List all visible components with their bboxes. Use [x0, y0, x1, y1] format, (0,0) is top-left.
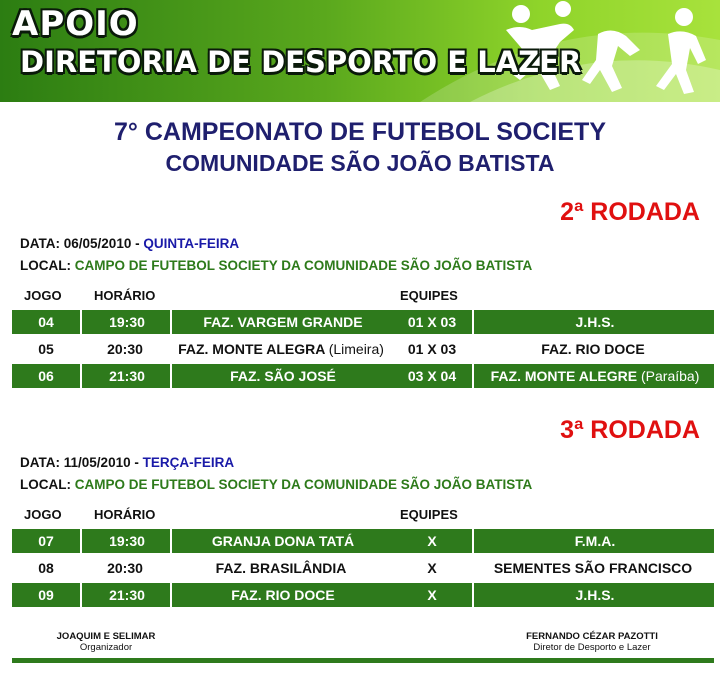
local-label: LOCAL: — [20, 477, 71, 492]
local-value: CAMPO DE FUTEBOL SOCIETY DA COMUNIDADE SÃO JOÃO BATISTA — [74, 258, 533, 273]
signature-role: Organizador — [79, 642, 133, 653]
away-team: SEMENTES SÃO FRANCISCO — [493, 560, 693, 576]
round-3-location — [20, 477, 532, 492]
home-team: FAZ. BRASILÂNDIA — [215, 560, 347, 576]
championship-title: 7° CAMPEONATO DE FUTEBOL SOCIETY — [114, 118, 606, 146]
date-label: DATA: — [20, 455, 60, 470]
header-equipes: EQUIPES — [400, 288, 458, 303]
game-number: 06 — [38, 368, 54, 384]
table-row — [12, 556, 714, 580]
bottom-divider — [12, 658, 714, 663]
round-3-date — [20, 455, 234, 470]
game-number: 04 — [38, 314, 54, 330]
table-row — [12, 337, 714, 361]
community-title: COMUNIDADE SÃO JOÃO BATISTA — [165, 150, 555, 176]
away-team: J.H.S. — [472, 310, 716, 334]
header-equipes: EQUIPES — [400, 507, 458, 522]
round-3-heading: 3ª RODADA — [560, 416, 700, 444]
home-team: FAZ. SÃO JOSÉ — [170, 364, 394, 388]
header-banner — [0, 0, 720, 102]
game-number: 08 — [38, 560, 54, 576]
away-team: F.M.A. — [472, 529, 716, 553]
header-jogo: JOGO — [24, 288, 62, 303]
table-row — [12, 529, 714, 553]
local-label: LOCAL: — [20, 258, 71, 273]
home-team — [170, 337, 392, 361]
game-time: 21:30 — [80, 583, 172, 607]
date-label: DATA: — [20, 236, 60, 251]
date-value: 06/05/2010 - — [63, 236, 140, 251]
score: 03 X 04 — [407, 368, 457, 384]
banner-line-2: DIRETORIA DE DESPORTO E LAZER — [20, 45, 582, 79]
away-team: J.H.S. — [472, 583, 716, 607]
score: X — [427, 587, 437, 603]
date-value: 11/05/2010 - — [63, 455, 139, 470]
signature-role: Diretor de Desporto e Lazer — [533, 642, 651, 653]
score: 01 X 03 — [407, 314, 457, 330]
table-row — [12, 583, 714, 607]
game-number: 07 — [38, 533, 54, 549]
header-horario: HORÁRIO — [94, 288, 156, 303]
away-team-name: FAZ. MONTE ALEGRE — [490, 368, 638, 384]
away-team: FAZ. RIO DOCE — [541, 341, 645, 357]
weekday: QUINTA-FEIRA — [143, 236, 240, 251]
score: X — [427, 560, 437, 576]
game-number: 09 — [38, 587, 54, 603]
signature-name: FERNANDO CÉZAR PAZOTTI — [526, 631, 658, 642]
home-team: FAZ. RIO DOCE — [170, 583, 394, 607]
local-value: CAMPO DE FUTEBOL SOCIETY DA COMUNIDADE SÃO JOÃO BATISTA — [74, 477, 533, 492]
game-number: 05 — [38, 341, 54, 357]
home-team: GRANJA DONA TATÁ — [170, 529, 394, 553]
home-team-note: (Limeira) — [328, 341, 384, 357]
game-time: 20:30 — [107, 560, 143, 576]
game-time: 20:30 — [107, 341, 143, 357]
signature-name: JOAQUIM E SELIMAR — [56, 631, 156, 642]
away-team-note: (Paraíba) — [641, 368, 700, 384]
round-2-location — [20, 258, 532, 273]
table-row — [12, 364, 714, 388]
header-jogo: JOGO — [24, 507, 62, 522]
table-row — [12, 310, 714, 334]
score: 01 X 03 — [407, 341, 457, 357]
away-team — [472, 364, 716, 388]
game-time: 21:30 — [80, 364, 172, 388]
round-2-date — [20, 236, 239, 251]
signature-organizer — [36, 631, 176, 653]
banner-line-1: APOIO — [12, 4, 139, 44]
signature-director — [514, 631, 670, 653]
game-time: 19:30 — [80, 529, 172, 553]
round-2-heading: 2ª RODADA — [560, 198, 700, 226]
weekday: TERÇA-FEIRA — [142, 455, 235, 470]
score: X — [427, 533, 437, 549]
header-horario: HORÁRIO — [94, 507, 156, 522]
game-time: 19:30 — [80, 310, 172, 334]
home-team-name: FAZ. MONTE ALEGRA — [178, 341, 325, 357]
home-team-name: FAZ. VARGEM GRANDE — [203, 314, 363, 330]
home-team — [170, 310, 394, 334]
